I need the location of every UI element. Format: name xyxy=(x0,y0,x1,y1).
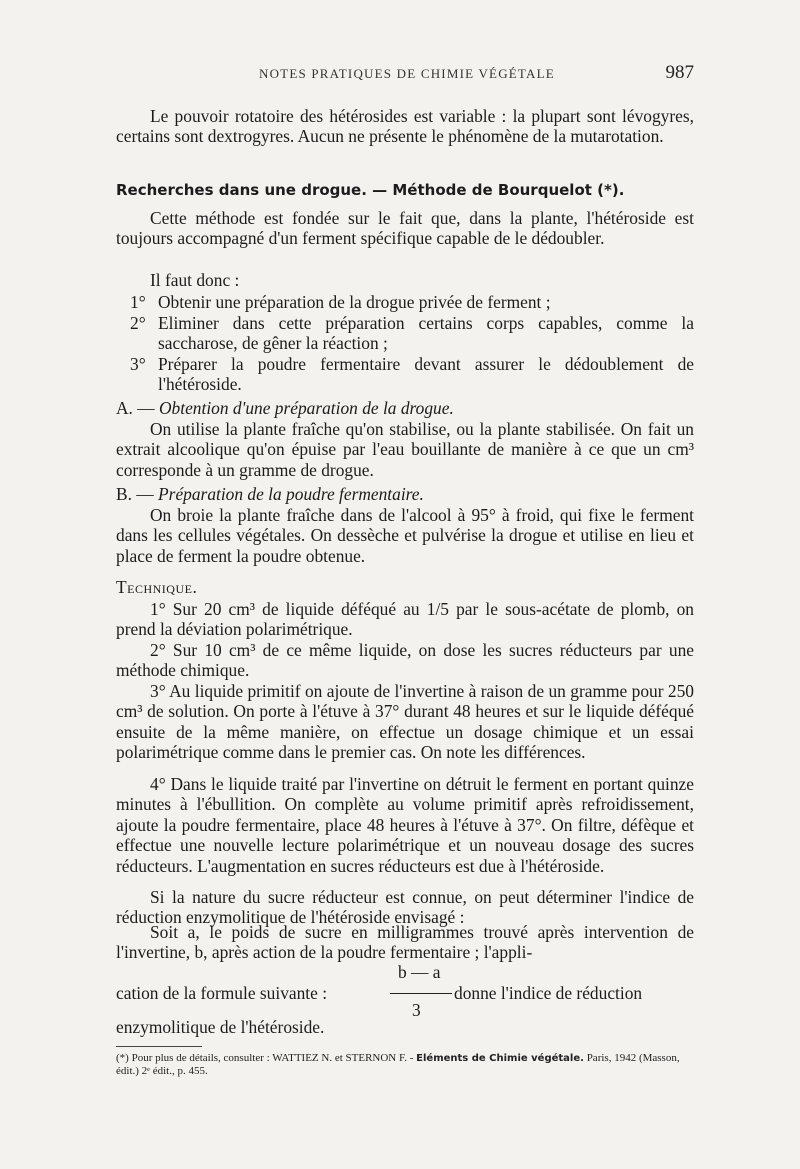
step-text: Obtenir une préparation de la drogue privée de ferment ; xyxy=(158,292,551,312)
running-title: NOTES PRATIQUES DE CHIMIE VÉGÉTALE xyxy=(259,66,555,81)
step-number: 3° xyxy=(130,354,146,374)
step-number: 2° xyxy=(130,313,146,333)
step-item xyxy=(130,313,694,354)
final-line: enzymolitique de l'hétéroside. xyxy=(116,1017,325,1037)
footnote-rule xyxy=(116,1046,202,1047)
step-text: Eliminer dans cette préparation certains corps capables, comme la saccharose, de gêner la réaction ; xyxy=(158,313,694,354)
subsection-a-heading xyxy=(116,398,694,418)
intro-paragraph: Le pouvoir rotatoire des hétérosides est variable : la plupart sont lévogyres, certains sont dextrogyres. Aucun ne présente le phénomène de la mutarotation. xyxy=(116,106,694,147)
il-faut-line: Il faut donc : xyxy=(150,270,240,290)
subsection-b-letter: B. — xyxy=(116,484,159,504)
technique-step-4: 4° Dans le liquide traité par l'invertine on détruit le ferment en portant quinze minutes à l'ébullition. On complète au volume primitif après refroidissement, ajoute la poudre fermentaire, place 48 heures à l'étuve à 37°. On filtre, défèque et effectue une nouvelle lecture polarimétrique et un nouveau dosage des sucres réducteurs. L'augmentation en sucres réducteurs est due à l'hétéroside. xyxy=(116,774,694,876)
paragraph-b: On broie la plante fraîche dans de l'alcool à 95° à froid, qui fixe le ferment dans les cellules végétales. On dessèche et pulvérise la drogue et utilise en lieu et place de ferment la poudre obtenue. xyxy=(116,505,694,566)
technique-step-1: 1° Sur 20 cm³ de liquide déféqué au 1/5 par le sous-acétate de plomb, on prend la déviation polarimétrique. xyxy=(116,599,694,640)
paragraph-a: On utilise la plante fraîche qu'on stabilise, ou la plante stabilisée. On fait un extrait alcoolique qu'on épuise par l'eau bouillante de manière à ce que un cm³ corresponde à un gramme de drogue. xyxy=(116,419,694,480)
formula-right-text: donne l'indice de réduction xyxy=(454,983,643,1003)
step-item xyxy=(130,354,694,395)
footnote-publication: Paris, 1942 (Masson, édit.) 2ᵉ édit., p. 455. xyxy=(116,1052,680,1077)
formula-left-text: cation de la formule suivante : xyxy=(116,983,328,1003)
formula-numerator: b — a xyxy=(398,962,441,982)
technique-heading: Technique. xyxy=(116,577,198,597)
subsection-a-letter: A. — xyxy=(116,398,159,418)
footnote xyxy=(116,1052,694,1078)
subsection-b-heading xyxy=(116,484,694,504)
formula-denominator: 3 xyxy=(412,1000,421,1020)
page-number: 987 xyxy=(665,62,694,83)
step-text: Préparer la poudre fermentaire devant assurer le dédoublement de l'hétéroside. xyxy=(158,354,694,395)
step-item xyxy=(130,292,694,312)
footnote-book-title: Eléments de Chimie végétale. xyxy=(416,1053,584,1064)
step-number: 1° xyxy=(130,292,146,312)
subsection-a-title: Obtention d'une préparation de la drogue. xyxy=(159,398,454,418)
section-heading: Recherches dans une drogue. — Méthode de Bourquelot (*). xyxy=(116,181,625,199)
reduction-index-paragraph: Si la nature du sucre réducteur est connue, on peut déterminer l'indice de réduction enzymolitique de l'hétéroside envisagé : xyxy=(116,887,694,928)
subsection-b-title: Préparation de la poudre fermentaire. xyxy=(158,484,424,504)
formula-intro-paragraph: Soit a, le poids de sucre en milligrammes trouvé après intervention de l'invertine, b, après action de la poudre fermentaire ; l'appli- xyxy=(116,922,694,963)
method-paragraph: Cette méthode est fondée sur le fait que, dans la plante, l'hétéroside est toujours accompagné d'un ferment spécifique capable de le dédoubler. xyxy=(116,208,694,249)
technique-step-2: 2° Sur 10 cm³ de ce même liquide, on dose les sucres réducteurs par une méthode chimique. xyxy=(116,640,694,681)
technique-step-3: 3° Au liquide primitif on ajoute de l'invertine à raison de un gramme pour 250 cm³ de solution. On porte à l'étuve à 37° durant 48 heures et sur le liquide déféqué ensuite de la même manière, on effectue un dosage chimique et un essai polarimétrique comme dans le premier cas. On note les différences. xyxy=(116,681,694,763)
footnote-text: (*) Pour plus de détails, consulter : WATTIEZ N. et STERNON F. - xyxy=(116,1052,417,1064)
